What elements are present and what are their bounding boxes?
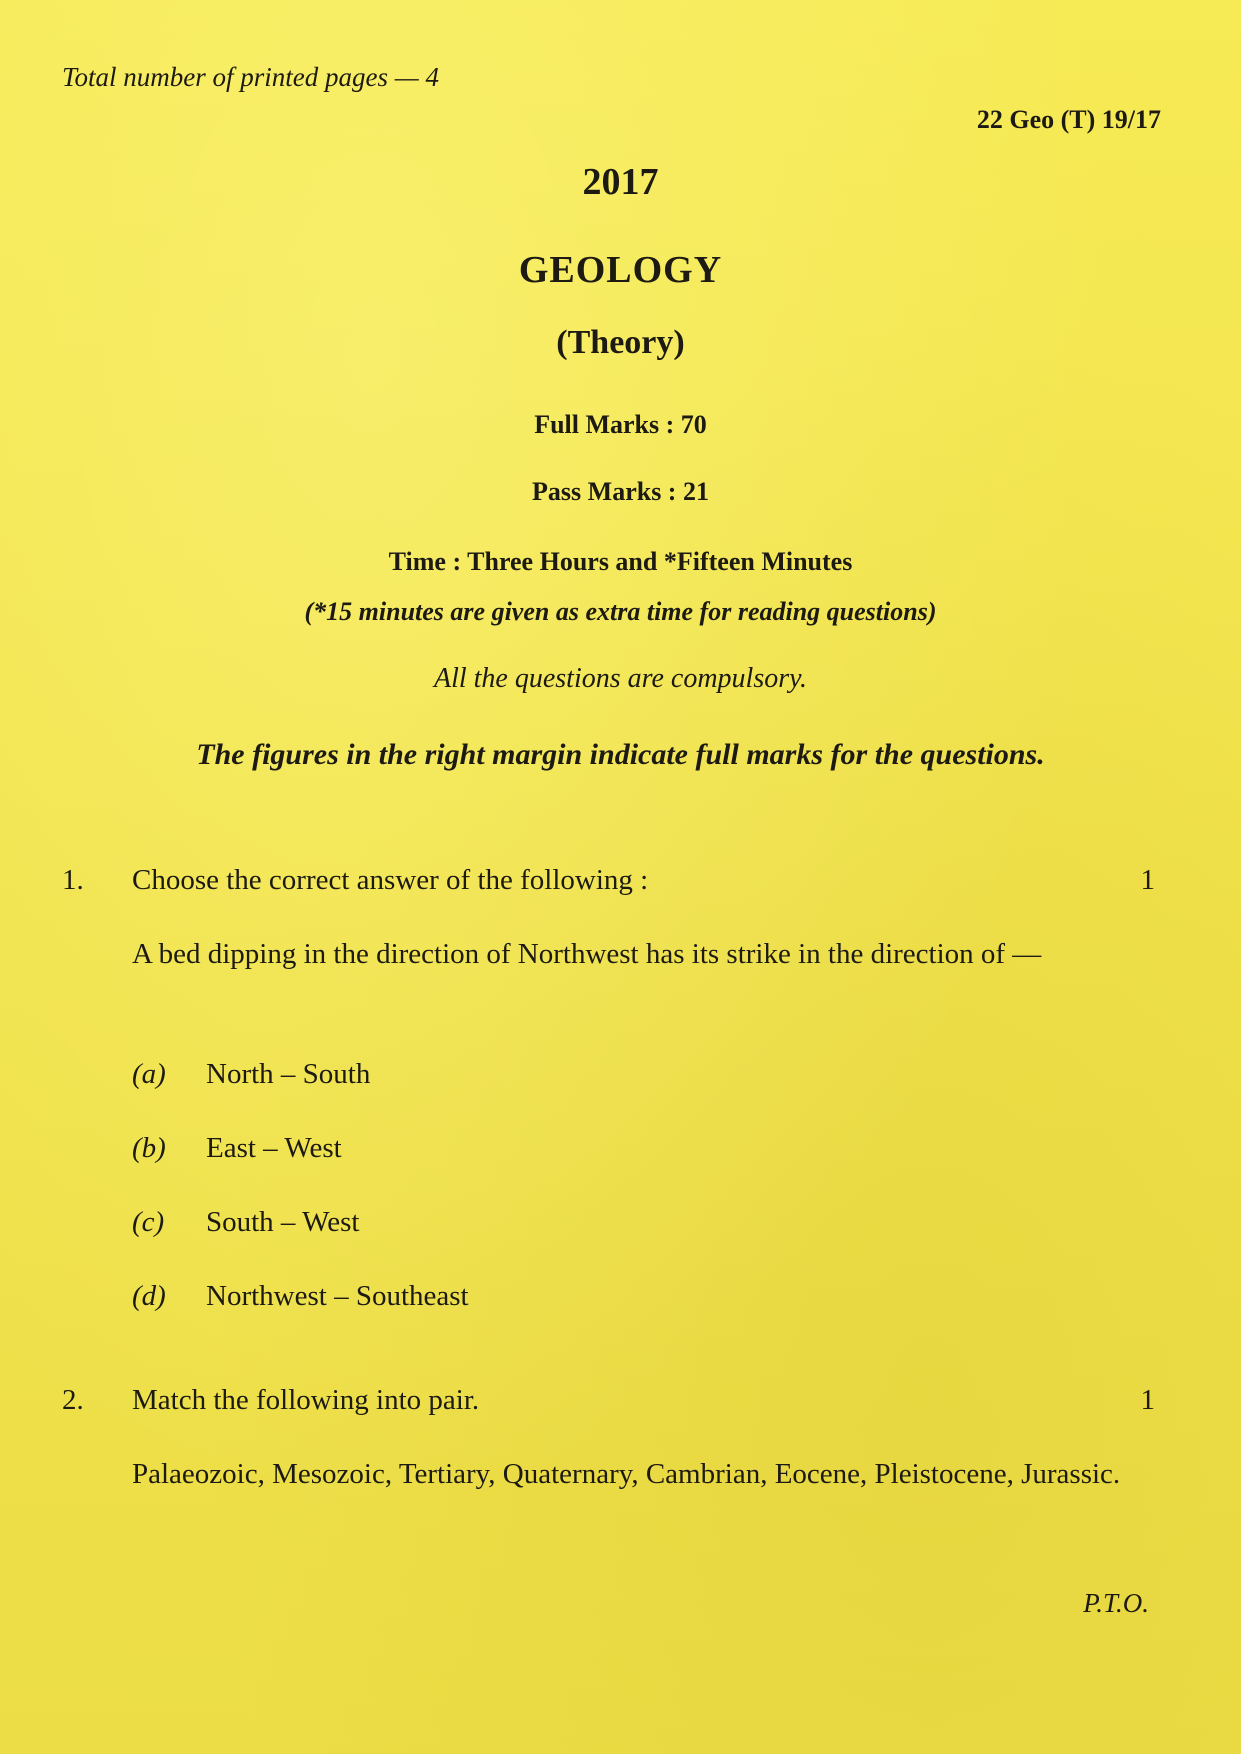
question-number: 1. xyxy=(62,864,84,896)
option-letter: (d) xyxy=(132,1280,166,1312)
compulsory-note: All the questions are compulsory. xyxy=(433,663,808,694)
option-text: North – South xyxy=(206,1058,371,1090)
question-body: A bed dipping in the direction of Northwest has its strike in the direction of — xyxy=(132,938,1042,970)
question-body: Palaeozoic, Mesozoic, Tertiary, Quaternary, Cambrian, Eocene, Pleistocene, Jurassic. xyxy=(132,1458,1121,1490)
extra-time-note: (*15 minutes are given as extra time for reading questions) xyxy=(304,597,937,626)
option-letter: (c) xyxy=(132,1206,165,1238)
option-text: South – West xyxy=(206,1206,360,1238)
total-pages-note: Total number of printed pages — 4 xyxy=(62,62,440,92)
subject-title: GEOLOGY xyxy=(518,249,723,291)
marks-instruction: The figures in the right margin indicate full marks for the questions. xyxy=(196,738,1045,771)
paper-code: 22 Geo (T) 19/17 xyxy=(976,105,1161,134)
question-text: Choose the correct answer of the following : xyxy=(132,864,649,896)
question-number: 2. xyxy=(62,1384,84,1416)
full-marks: Full Marks : 70 xyxy=(534,410,707,439)
question-marks: 1 xyxy=(1140,1384,1155,1416)
pass-marks: Pass Marks : 21 xyxy=(532,477,709,506)
option-text: East – West xyxy=(206,1132,342,1164)
time-allowed: Time : Three Hours and *Fifteen Minutes xyxy=(388,547,853,576)
option-text: Northwest – Southeast xyxy=(206,1280,469,1312)
paper-type: (Theory) xyxy=(556,324,685,361)
exam-year: 2017 xyxy=(582,161,659,203)
option-letter: (b) xyxy=(132,1132,166,1164)
option-letter: (a) xyxy=(132,1058,166,1090)
question-marks: 1 xyxy=(1140,864,1155,896)
question-text: Match the following into pair. xyxy=(132,1384,480,1416)
please-turn-over: P.T.O. xyxy=(1083,1588,1149,1618)
